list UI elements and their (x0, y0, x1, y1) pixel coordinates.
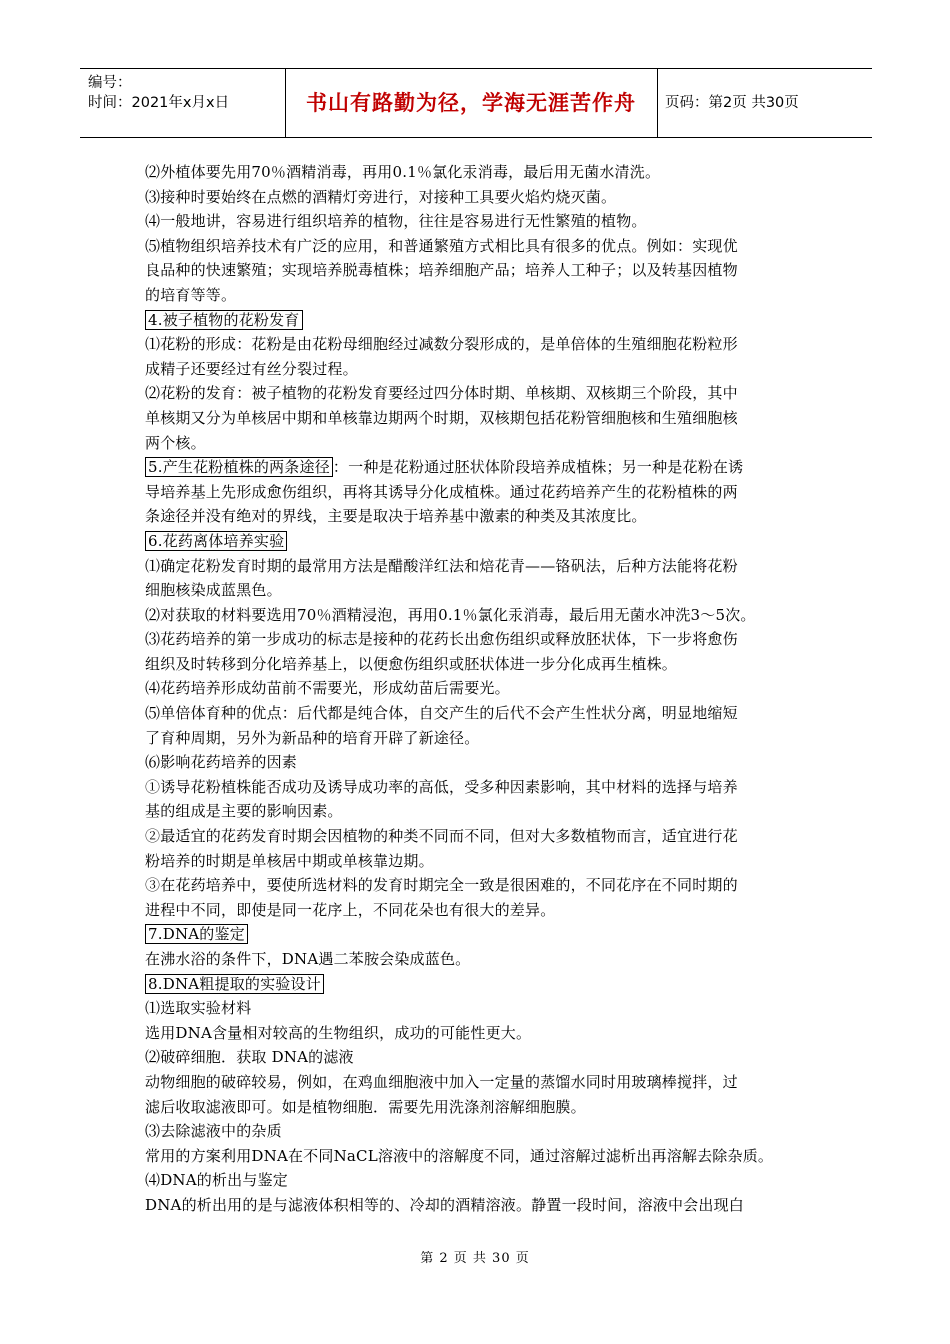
line-text: ⑴确定花粉发育时期的最常用方法是醋酸洋红法和焙花青——铬矾法，后种方法能将花粉 (145, 556, 738, 575)
text-line (145, 775, 813, 800)
text-line (145, 258, 813, 283)
text-line (145, 234, 813, 259)
section-heading-line (145, 308, 813, 333)
text-line (145, 1045, 813, 1070)
line-text: 了育种周期，另外为新品种的培育开辟了新途径。 (145, 728, 480, 747)
page-footer: 第 2 页 共 30 页 (420, 1251, 530, 1266)
text-line (145, 947, 813, 972)
line-text: 细胞核染成蓝黑色。 (145, 581, 282, 600)
line-text: 的培育等等。 (145, 285, 237, 304)
line-text: 组织及时转移到分化培养基上，以便愈伤组织或胚状体进一步分化成再生植株。 (145, 654, 678, 673)
line-text: 选用DNA含量相对较高的生物组织，成功的可能性更大。 (145, 1023, 532, 1042)
text-line (145, 554, 813, 579)
line-text: ⑹影响花药培养的因素 (145, 753, 298, 772)
text-line (145, 799, 813, 824)
line-text: 粉培养的时期是单核居中期或单核靠边期。 (145, 851, 434, 870)
line-text: ⑶花药培养的第一步成功的标志是接种的花药长出愈伤组织或释放胚状体，下一步将愈伤 (145, 630, 738, 649)
section-heading-line (145, 972, 813, 997)
line-text: ⑷DNA的析出与鉴定 (145, 1171, 288, 1190)
text-line (145, 1095, 813, 1120)
section-heading: 8.DNA粗提取的实验设计 (145, 974, 324, 994)
text-line (145, 480, 813, 505)
section-heading-line (145, 922, 813, 947)
text-line (145, 1144, 813, 1169)
text-line (145, 996, 813, 1021)
text-line (145, 750, 813, 775)
line-text: ①诱导花粉植株能否成功及诱导成功率的高低，受多种因素影响，其中材料的选择与培养 (145, 777, 738, 796)
text-line (145, 160, 813, 185)
line-text: 两个核。 (145, 433, 206, 452)
line-text: ⑴选取实验材料 (145, 999, 252, 1018)
header-page-label: 页码：第2页 共30页 (665, 95, 799, 111)
text-line (145, 332, 813, 357)
page-header (80, 68, 872, 138)
text-line (145, 726, 813, 751)
line-text: 动物细胞的破碎较易，例如，在鸡血细胞液中加入一定量的蒸馏水同时用玻璃棒搅拌，过 (145, 1072, 738, 1091)
text-line (145, 1021, 813, 1046)
header-meta (88, 73, 283, 113)
section-heading: 7.DNA的鉴定 (145, 924, 248, 944)
line-text: ：一种是花粉通过胚状体阶段培养成植株；另一种是花粉在诱 (332, 458, 744, 477)
text-line (145, 701, 813, 726)
line-text: ⑵对获取的材料要选用70％酒精浸泡，再用0.1％氯化汞消毒，最后用无菌水冲洗3～5次。 (145, 605, 756, 624)
text-line (145, 209, 813, 234)
section-heading-line (145, 455, 813, 480)
text-line (145, 357, 813, 382)
line-text: 良品种的快速繁殖；实现培养脱毒植株；培养细胞产品；培养人工种子；以及转基因植物 (145, 261, 738, 280)
text-line (145, 898, 813, 923)
line-text: 进程中不同，即使是同一花序上，不同花朵也有很大的差异。 (145, 900, 556, 919)
line-text: ⑷一般地讲，容易进行组织培养的植物，往往是容易进行无性繁殖的植物。 (145, 212, 647, 231)
header-motto: 书山有路勤为径，学海无涯苦作舟 (306, 91, 636, 115)
text-line (145, 849, 813, 874)
text-line (145, 381, 813, 406)
document-body (145, 160, 813, 1218)
text-line (145, 824, 813, 849)
line-text: 在沸水浴的条件下，DNA遇二苯胺会染成蓝色。 (145, 950, 471, 968)
text-line (145, 1193, 813, 1218)
line-text: 滤后收取滤液即可。如是植物细胞．需要先用洗涤剂溶解细胞膜。 (145, 1097, 586, 1116)
header-divider (657, 69, 658, 137)
text-line (145, 431, 813, 456)
number-label: 编号： (88, 75, 132, 91)
line-text: ⑸单倍体育种的优点：后代都是纯合体，自交产生的后代不会产生性状分离，明显地缩短 (145, 704, 738, 723)
text-line (145, 1119, 813, 1144)
section-heading: 5.产生花粉植株的两条途径 (145, 457, 333, 477)
line-text: 条途径并没有绝对的界线，主要是取决于培养基中激素的种类及其浓度比。 (145, 507, 647, 526)
text-line (145, 283, 813, 308)
date-label: 时间：2021年x月x日 (88, 95, 230, 111)
text-line (145, 578, 813, 603)
line-text: DNA的析出用的是与滤液体积相等的、冷却的酒精溶液。静置一段时间，溶液中会出现白 (145, 1195, 744, 1214)
line-text: 导培养基上先形成愈伤组织，再将其诱导分化成植株。通过花药培养产生的花粉植株的两 (145, 482, 738, 501)
text-line (145, 627, 813, 652)
text-line (145, 1168, 813, 1193)
line-text: ⑵花粉的发育：被子植物的花粉发育要经过四分体时期、单核期、双核期三个阶段，其中 (145, 384, 738, 403)
text-line (145, 676, 813, 701)
line-text: 单核期又分为单核居中期和单核靠边期两个时期，双核期包括花粉管细胞核和生殖细胞核 (145, 408, 738, 427)
section-heading: 6.花药离体培养实验 (145, 531, 287, 551)
text-line (145, 185, 813, 210)
text-line (145, 603, 813, 628)
line-text: ⑴花粉的形成：花粉是由花粉母细胞经过减数分裂形成的，是单倍体的生殖细胞花粉粒形 (145, 335, 738, 354)
line-text: ⑶接种时要始终在点燃的酒精灯旁进行，对接种工具要火焰灼烧灭菌。 (145, 187, 617, 206)
line-text: ⑸植物组织培养技术有广泛的应用，和普通繁殖方式相比具有很多的优点。例如：实现优 (145, 236, 738, 255)
text-line (145, 1070, 813, 1095)
line-text: ②最适宜的花药发育时期会因植物的种类不同而不同，但对大多数植物而言，适宜进行花 (145, 827, 738, 846)
text-line (145, 652, 813, 677)
text-line (145, 873, 813, 898)
line-text: 常用的方案利用DNA在不同NaCL溶液中的溶解度不同，通过溶解过滤析出再溶解去除杂质。 (145, 1146, 774, 1165)
text-line (145, 406, 813, 431)
section-heading: 4.被子植物的花粉发育 (145, 310, 303, 330)
line-text: 成精子还要经过有丝分裂过程。 (145, 359, 358, 378)
line-text: 基的组成是主要的影响因素。 (145, 802, 343, 821)
line-text: ⑷花药培养形成幼苗前不需要光，形成幼苗后需要光。 (145, 679, 510, 698)
text-line (145, 504, 813, 529)
line-text: ⑵外植体要先用70％酒精消毒，再用0.1％氯化汞消毒，最后用无菌水清洗。 (145, 163, 661, 181)
line-text: ⑵破碎细胞．获取 DNA的滤液 (145, 1048, 354, 1067)
section-heading-line (145, 529, 813, 554)
line-text: ⑶去除滤液中的杂质 (145, 1122, 282, 1141)
line-text: ③在花药培养中，要使所选材料的发育时期完全一致是很困难的，不同花序在不同时期的 (145, 876, 738, 895)
